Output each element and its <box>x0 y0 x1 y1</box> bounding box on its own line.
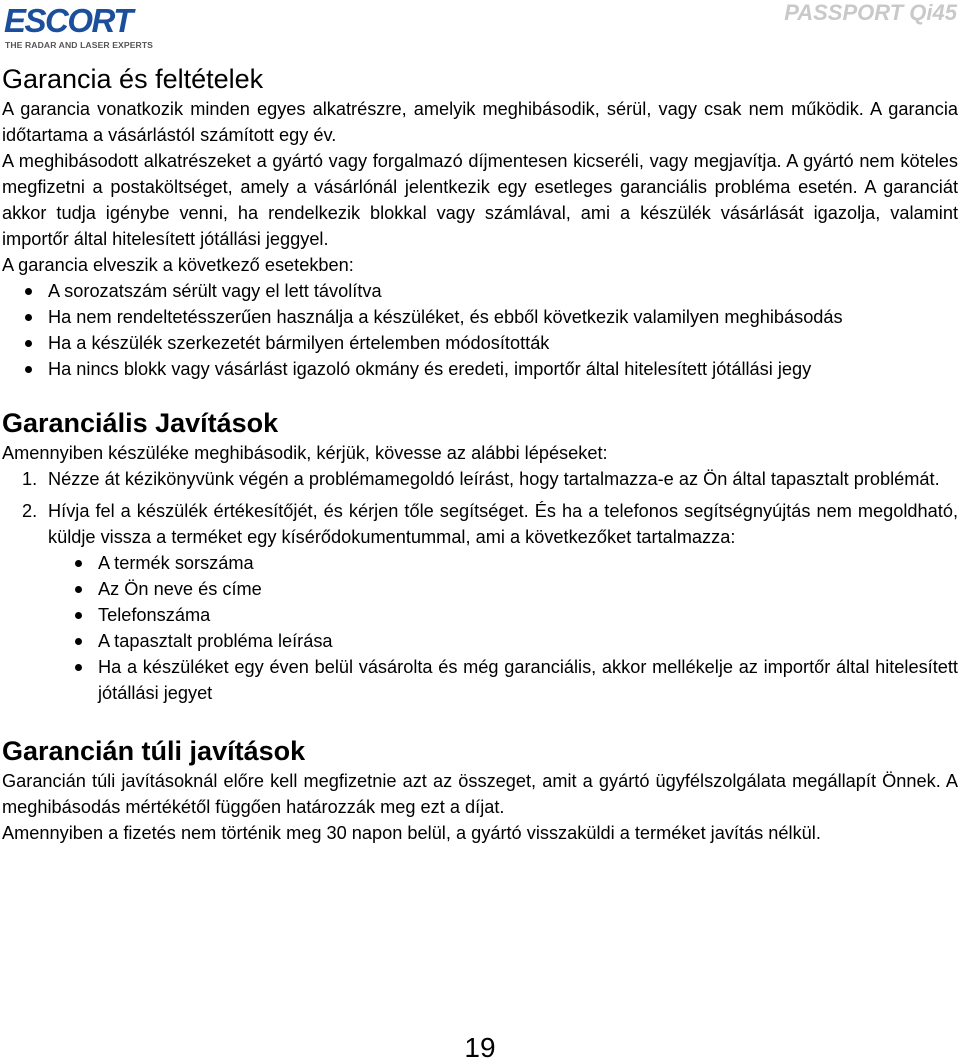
bullet-icon <box>25 366 32 373</box>
section-repairs <box>2 406 958 706</box>
document-body <box>2 62 958 846</box>
bullet-icon <box>25 288 32 295</box>
list-item-text: Az Ön neve és címe <box>98 579 262 599</box>
escort-logo <box>4 4 152 54</box>
section-title-warranty: Garancia és feltételek <box>2 64 264 94</box>
list-item <box>2 654 958 706</box>
step-item <box>2 498 958 706</box>
bullet-icon <box>75 560 82 567</box>
section-title-out-of-warranty: Garancián túli javítások <box>2 736 306 766</box>
product-name: PASSPORT Qi45 <box>784 0 957 25</box>
list-item <box>2 278 958 304</box>
warranty-paragraph-1: A garancia vonatkozik minden egyes alkatrészre, amelyik meghibásodik, sérül, vagy csak nem működik. A garancia időtartama a vásárlástól számított egy év. <box>2 99 958 145</box>
bullet-icon <box>75 612 82 619</box>
step-number: 2. <box>22 501 38 521</box>
logo-wordmark: ESCORT <box>4 2 132 39</box>
section-title-repairs: Garanciális Javítások <box>2 408 279 438</box>
bullet-icon <box>75 638 82 645</box>
document-contents-list <box>48 550 958 706</box>
list-item-text: A sorozatszám sérült vagy el lett távolítva <box>48 281 382 301</box>
repair-steps-list <box>2 466 958 706</box>
list-item-text: A tapasztalt probléma leírása <box>98 631 333 651</box>
list-item <box>2 576 958 602</box>
list-item <box>2 304 958 330</box>
list-item-text: Telefonszáma <box>98 605 211 625</box>
repairs-intro: Amennyiben készüléke meghibásodik, kérjük, kövesse az alábbi lépéseket: <box>2 443 608 463</box>
list-item-text: Ha a készülék szerkezetét bármilyen értelemben módosították <box>48 333 550 353</box>
bullet-icon <box>75 586 82 593</box>
list-item <box>2 628 958 654</box>
list-item <box>2 330 958 356</box>
warranty-paragraph-2: A meghibásodott alkatrészeket a gyártó vagy forgalmazó díjmentesen kicseréli, vagy megjavítja. A gyártó nem köteles megfizetni a postaköltséget, amely a vásárlónál jelentkezik egy esetleges garanciális probléma esetén. A garanciát akkor tudja igénybe venni, ha rendelkezik blokkal vagy számlával, ami a készülék vásárlását igazolja, valamint importőr által hitelesített jótállási jeggyel. <box>2 151 958 249</box>
out-of-warranty-paragraph-2: Amennyiben a fizetés nem történik meg 30 napon belül, a gyártó visszaküldi a terméket javítás nélkül. <box>2 823 821 843</box>
section-out-of-warranty <box>2 734 958 846</box>
section-warranty <box>2 62 958 382</box>
step-text: Nézze át kézikönyvünk végén a problémamegoldó leírást, hogy tartalmazza-e az Ön által tapasztalt problémát. <box>48 469 940 489</box>
list-item-text: Ha nem rendeltetésszerűen használja a készüléket, és ebből következik valamilyen meghibásodás <box>48 307 843 327</box>
out-of-warranty-paragraph-1: Garancián túli javításoknál előre kell megfizetnie azt az összeget, amit a gyártó ügyfélszolgálata megállapít Önnek. A meghibásodás mértékétől függően határozzák meg ezt a díjat. <box>2 771 958 817</box>
page-number: 19 <box>464 1032 496 1063</box>
warranty-paragraph-3: A garancia elveszik a következő esetekben: <box>2 255 354 275</box>
warranty-void-list <box>2 278 958 382</box>
list-item <box>2 602 958 628</box>
bullet-icon <box>25 314 32 321</box>
step-text: Hívja fel a készülék értékesítőjét, és kérjen tőle segítséget. És ha a telefonos segítségnyújtás nem megoldható, küldje vissza a terméket egy kísérődokumentummal, ami a következőket tartalmazza: <box>48 501 958 547</box>
step-item <box>2 466 958 492</box>
bullet-icon <box>25 340 32 347</box>
list-item <box>2 550 958 576</box>
list-item-text: Ha a készüléket egy éven belül vásárolta és még garanciális, akkor mellékelje az importőr által hitelesített jótállási jegyet <box>98 657 958 703</box>
list-item-text: Ha nincs blokk vagy vásárlást igazoló okmány és eredeti, importőr által hitelesített jótállási jegy <box>48 359 812 379</box>
list-item-text: A termék sorszáma <box>98 553 254 573</box>
logo-tagline: THE RADAR AND LASER EXPERTS <box>5 40 154 50</box>
bullet-icon <box>75 664 82 671</box>
step-number: 1. <box>22 469 38 489</box>
list-item <box>2 356 958 382</box>
